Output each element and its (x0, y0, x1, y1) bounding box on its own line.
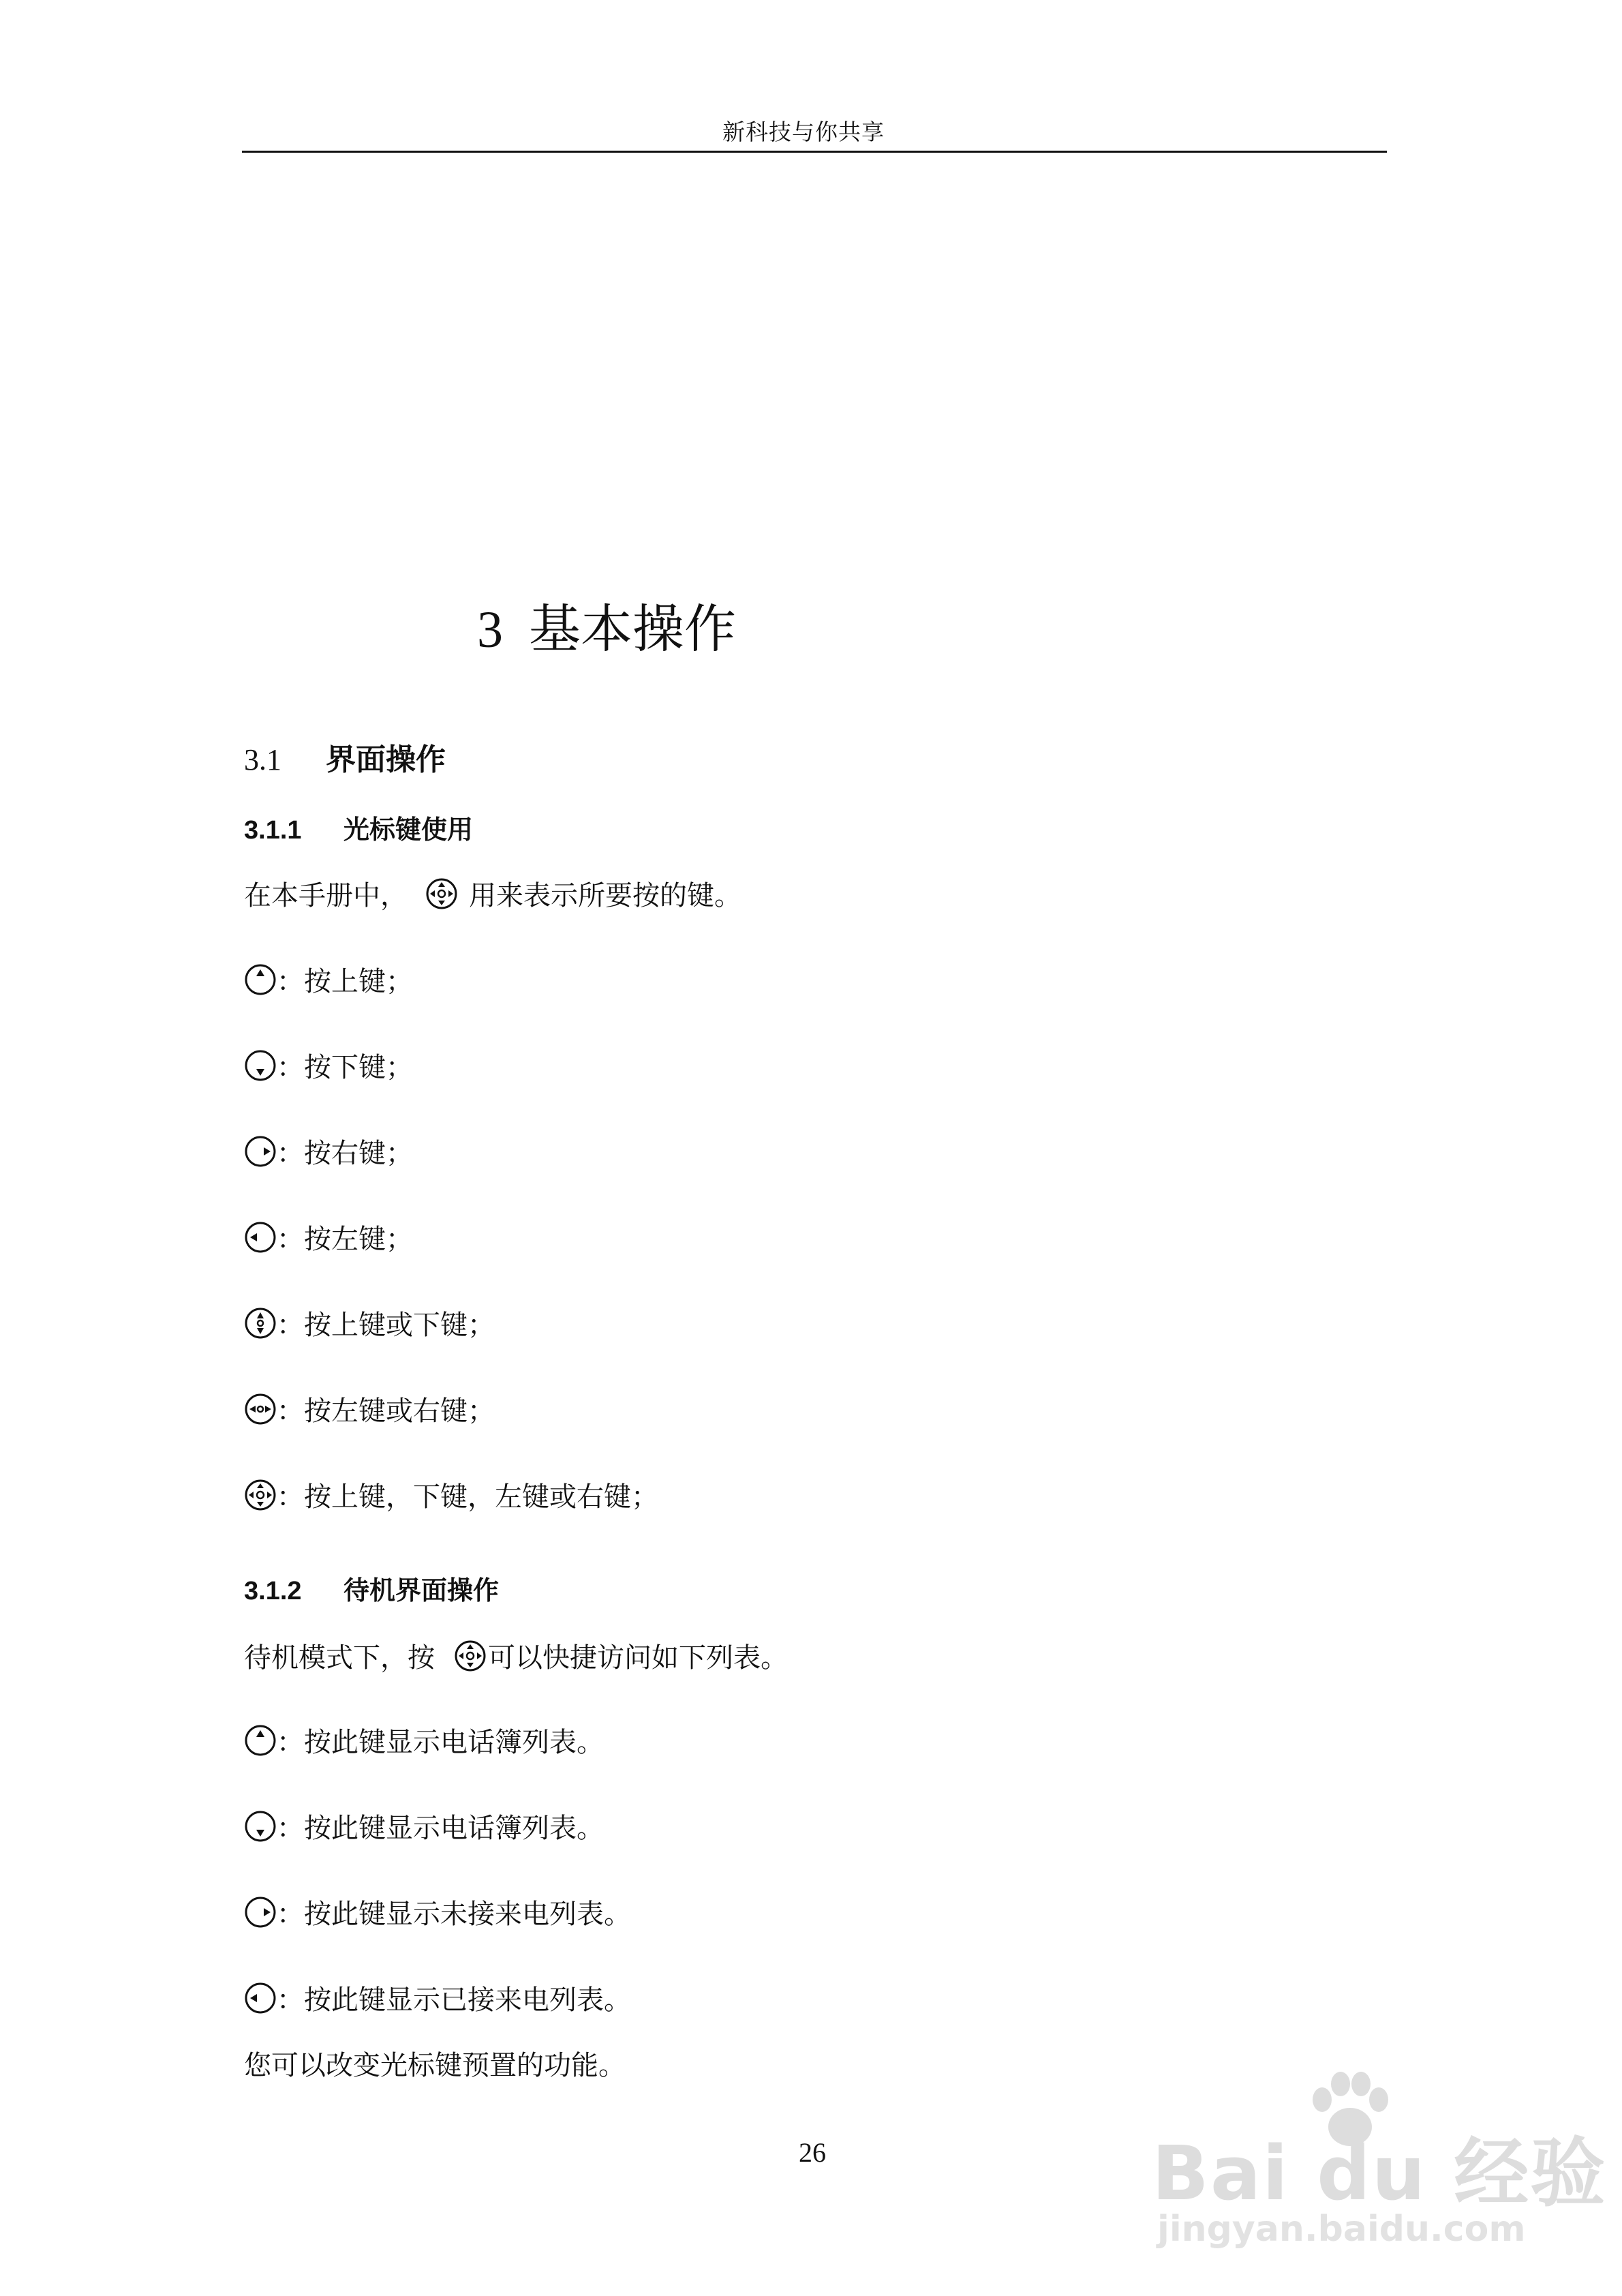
chapter-title (477, 588, 736, 662)
nav-left-icon (244, 1221, 277, 1254)
list-item-text: ：按左键或右键； (277, 1395, 495, 1427)
section-heading-3-1 (244, 735, 446, 779)
list-item (244, 1303, 495, 1342)
section-number: 3.1 (244, 743, 281, 776)
section-title: 光标键使用 (343, 816, 474, 845)
header-rule (242, 151, 1387, 153)
page-number: 26 (799, 2137, 826, 2168)
nav-four-way-icon (454, 1640, 487, 1672)
list-item-text: ：按上键； (277, 966, 413, 997)
nav-left-right-icon (244, 1393, 277, 1425)
list-item-text: ：按右键； (277, 1138, 413, 1169)
intro-text-after: 用来表示所要按的键。 (469, 880, 741, 911)
list-item-text: ：按左键； (277, 1224, 413, 1255)
list-item-text: ：按上键或下键； (277, 1310, 495, 1341)
running-header: 新科技与你共享 (722, 119, 885, 145)
list-item-text: ：按此键显示未接来电列表。 (277, 1899, 631, 1930)
nav-down-icon (244, 1049, 277, 1082)
section-number: 3.1.2 (244, 1577, 302, 1605)
nav-four-way-icon (244, 1479, 277, 1511)
list-item (244, 1132, 413, 1170)
section-title: 待机界面操作 (343, 1577, 500, 1605)
nav-down-icon (244, 1810, 277, 1843)
list-item (244, 960, 413, 999)
section-heading-3-1-1 (244, 809, 473, 846)
nav-up-down-icon (244, 1307, 277, 1340)
intro-paragraph-3-1-1 (244, 874, 741, 913)
list-item-text: ：按此键显示电话簿列表。 (277, 1727, 604, 1758)
nav-right-icon (244, 1896, 277, 1929)
nav-up-icon (244, 963, 277, 996)
chapter-number: 3 (477, 601, 503, 659)
nav-up-icon (244, 1724, 277, 1757)
intro-text-before: 在本手册中， (244, 880, 408, 911)
watermark-brand: Bai du 经验 (1152, 2130, 1607, 2217)
list-item (244, 1892, 631, 1931)
intro-text-before: 待机模式下，按 (244, 1642, 435, 1674)
list-item (244, 1218, 413, 1256)
section-heading-3-1-2 (244, 1569, 499, 1607)
closing-paragraph (244, 2044, 626, 2083)
list-item-text: ：按此键显示已接来电列表。 (277, 1984, 631, 2016)
list-item-text: ：按此键显示电话簿列表。 (277, 1813, 604, 1844)
list-item-text: ：按上键，下键，左键或右键； (277, 1481, 658, 1513)
intro-paragraph-3-1-2 (244, 1636, 788, 1675)
watermark-url: jingyan.baidu.com (1157, 2209, 1526, 2250)
list-item (244, 1475, 658, 1514)
list-item (244, 1389, 495, 1428)
baidu-jingyan-watermark (1152, 2072, 1607, 2277)
list-item (244, 1721, 604, 1759)
list-item (244, 1046, 413, 1085)
nav-left-icon (244, 1982, 277, 2014)
intro-text-after: 可以快捷访问如下列表。 (488, 1642, 788, 1674)
nav-right-icon (244, 1135, 277, 1168)
nav-four-way-icon (425, 877, 458, 910)
list-item (244, 1807, 604, 1845)
chapter-title-text: 基本操作 (529, 599, 736, 659)
section-number: 3.1.1 (244, 816, 302, 845)
list-item (244, 1978, 631, 2017)
list-item-text: ：按下键； (277, 1052, 413, 1083)
closing-text: 您可以改变光标键预置的功能。 (244, 2050, 626, 2081)
section-title: 界面操作 (326, 742, 446, 777)
